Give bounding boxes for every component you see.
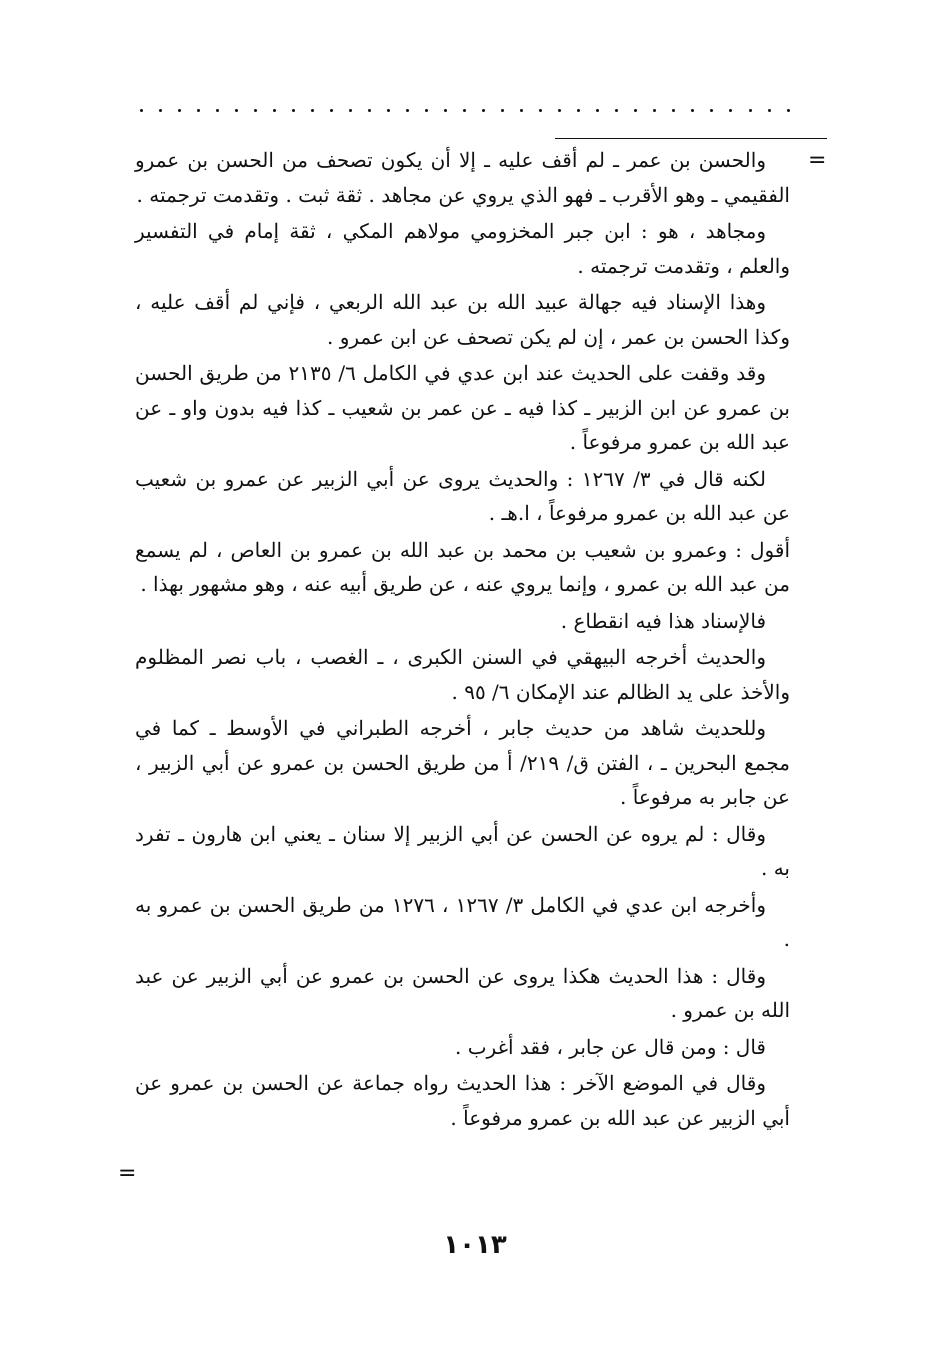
- paragraph: وهذا الإسناد فيه جهالة عبيد الله بن عبد الله الربعي ، فإني لم أقف عليه ، وكذا الحسن بن عمر ، إن لم يكن تصحف عن ابن عمرو .: [135, 290, 790, 349]
- continuation-mark-bottom: =: [118, 1161, 137, 1186]
- paragraph: لكنه قال في ٣/ ١٢٦٧ : والحديث يروى عن أبي الزبير عن عمرو بن شعيب عن عبد الله بن عمرو مرفوعاً ، ا.هـ .: [135, 466, 790, 525]
- paragraph: وقال في الموضع الآخر : هذا الحديث رواه جماعة عن الحسن بن عمرو عن أبي الزبير عن عبد الله بن عمرو مرفوعاً .: [135, 1071, 790, 1130]
- footnote-separator-rule: [555, 138, 827, 139]
- paragraph: وأخرجه ابن عدي في الكامل ٣/ ١٢٦٧ ، ١٢٧٦ من طريق الحسن بن عمرو به .: [135, 892, 790, 951]
- paragraph: قال : ومن قال عن جابر ، فقد أغرب .: [454, 1034, 766, 1059]
- paragraph: وقال : لم يروه عن الحسن عن أبي الزبير إلا سنان ـ يعني ابن هارون ـ تفرد به .: [135, 821, 790, 880]
- paragraph: فالإسناد هذا فيه انقطاع .: [560, 608, 766, 633]
- continuation-mark-top: =: [808, 148, 827, 173]
- footnote-body: [135, 143, 790, 1137]
- paragraph: والحسن بن عمر ـ لم أقف عليه ـ إلا أن يكون تصحف من الحسن بن عمرو الفقيمي ـ وهو الأقرب ـ فهو الذي يروي عن مجاهد . ثقة ثبت . وتقدمت ترجمته .: [135, 148, 790, 207]
- paragraph: والحديث أخرجه البيهقي في السنن الكبرى ، ـ الغصب ، باب نصر المظلوم والأخذ على يد الظالم عند الإمكان ٦/ ٩٥ .: [135, 645, 790, 704]
- paragraph: وقد وقفت على الحديث عند ابن عدي في الكامل ٦/ ٢١٣٥ من طريق الحسن بن عمرو عن ابن الزبير ـ كذا فيه ـ عن عمر بن شعيب ـ كذا فيه بدون واو ـ عن عبد الله بن عمرو مرفوعاً .: [135, 361, 790, 454]
- paragraph: أقول : وعمرو بن شعيب بن محمد بن عبد الله بن عمرو بن العاص ، لم يسمع من عبد الله بن عمرو ، وإنما يروي عنه ، عن طريق أبيه عنه ، وهو مشهور بهذا .: [135, 537, 790, 596]
- header-dotted-line: [140, 100, 790, 120]
- paragraph: وللحديث شاهد من حديث جابر ، أخرجه الطبراني في الأوسط ـ كما في مجمع البحرين ـ ، الفتن ق/ ٢١٩/ أ من طريق الحسن بن عمرو عن أبي الزبير ، عن جابر به مرفوعاً .: [135, 716, 790, 809]
- paragraph: ومجاهد ، هو : ابن جبر المخزومي مولاهم المكي ، ثقة إمام في التفسير والعلم ، وتقدمت ترجمته .: [135, 219, 790, 278]
- page-number: ١٠١٣: [443, 1230, 507, 1260]
- paragraph: وقال : هذا الحديث هكذا يروى عن الحسن بن عمرو عن أبي الزبير عن عبد الله بن عمرو .: [135, 963, 790, 1022]
